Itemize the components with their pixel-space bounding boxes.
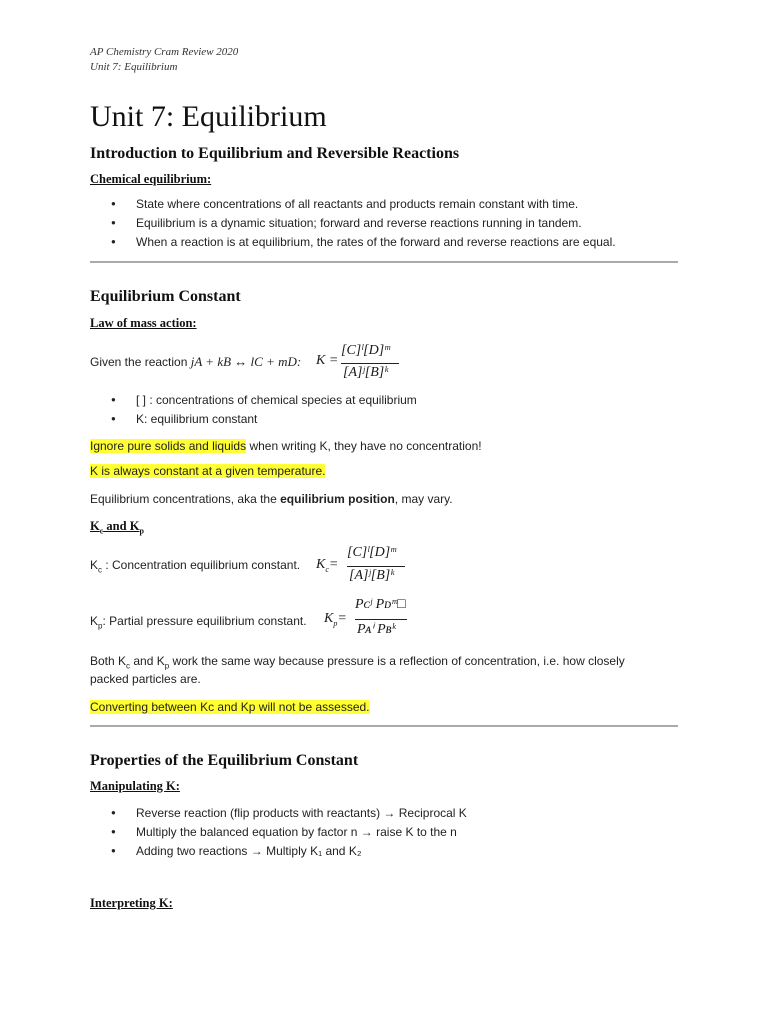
kc-equals: = (328, 557, 339, 572)
fraction-bar (341, 363, 399, 364)
given-reaction-line (90, 354, 301, 370)
bullet-item (113, 197, 579, 211)
both-b: and K (130, 654, 165, 668)
both-sub-c: c (126, 661, 131, 671)
highlight-ignore: Ignore pure solids and liquids (90, 439, 247, 453)
kc-label-sub: c (98, 565, 103, 575)
horizontal-divider (90, 261, 678, 263)
kp-lhs-sub: p (333, 618, 338, 628)
both-kc-kp-line2: packed particles are. (90, 672, 201, 686)
bullet-item (113, 806, 467, 820)
kckp-k1: K (90, 519, 100, 533)
kckp-and: and K (103, 519, 140, 533)
kckp-sub-c: c (99, 526, 104, 536)
kp-definition-line (90, 614, 307, 630)
kc-denominator: [A]ʲ[B]ᵏ (349, 568, 395, 583)
equilibrium-position-line (90, 492, 453, 506)
kc-label-k: K (90, 558, 99, 572)
subheading-law-of-mass-action: Law of mass action: (90, 316, 197, 330)
fraction-bar (355, 619, 407, 620)
kp-denominator: Pᴀⁱ Pʙᵏ (357, 622, 396, 637)
subheading-kc-kp (90, 519, 144, 536)
section-heading-equilibrium-constant: Equilibrium Constant (90, 288, 241, 305)
kp-numerator: Pᴄʲ Pᴅᵐ□ (355, 597, 406, 612)
running-header-unit: Unit 7: Equilibrium (90, 61, 178, 73)
constant-temperature-line (90, 464, 325, 478)
kc-lhs (316, 557, 338, 574)
fraction-bar (347, 566, 405, 567)
kc-lhs-sub: c (325, 564, 329, 574)
kc-definition-line (90, 558, 300, 574)
kp-label-text: : Partial pressure equilibrium constant. (102, 614, 307, 628)
kp-equals: = (337, 611, 347, 626)
highlight-converting: Converting between Kc and Kp will not be assessed. (90, 700, 370, 714)
kp-lhs (324, 611, 347, 628)
horizontal-divider (90, 725, 678, 727)
page-title: Unit 7: Equilibrium (90, 100, 327, 133)
section-heading-properties: Properties of the Equilibrium Constant (90, 752, 359, 769)
pos-prefix: Equilibrium concentrations, aka the (90, 492, 281, 506)
kp-label-k: K (90, 614, 99, 628)
kc-expression (316, 545, 411, 587)
bullet-item (113, 825, 457, 839)
kc-label-text: : Concentration equilibrium constant. (102, 558, 301, 572)
kp-label-sub: p (98, 621, 103, 631)
section-heading-intro: Introduction to Equilibrium and Reversible Reactions (90, 145, 460, 162)
given-prefix: Given the reaction (90, 355, 191, 369)
bullet-text: Equilibrium is a dynamic situation; forward and reverse reactions running in tandem. (136, 216, 582, 230)
ignore-solids-line (90, 439, 482, 453)
both-sub-p: p (164, 661, 170, 671)
both-a: Both K (90, 654, 127, 668)
highlight-constant: K is always constant at a given temperature. (90, 464, 326, 478)
kc-numerator: [C]ˡ[D]ᵐ (347, 545, 396, 560)
bullet-text: [ ] : concentrations of chemical species at equilibrium (136, 393, 417, 407)
kckp-sub-p: p (139, 526, 144, 536)
bullet-text: When a reaction is at equilibrium, the rates of the forward and reverse reactions are equal. (136, 235, 616, 249)
bullet-item (113, 216, 582, 230)
reaction-equation: jA + kB ↔ lC + mD: (190, 354, 302, 369)
subheading-manipulating-k: Manipulating K: (90, 779, 180, 793)
kp-expression (324, 597, 414, 641)
kp-lhs-k: K (324, 611, 334, 626)
subheading-interpreting-k: Interpreting K: (90, 896, 173, 910)
bullet-item (113, 393, 417, 407)
kc-lhs-k: K (316, 557, 326, 572)
k-numerator: [C]ˡ[D]ᵐ (341, 343, 390, 358)
both-kc-kp-line1 (90, 654, 625, 670)
bullet-item (113, 844, 362, 858)
subheading-chemical-equilibrium: Chemical equilibrium: (90, 172, 212, 186)
bullet-text: State where concentrations of all reactants and products remain constant with time. (136, 197, 579, 211)
bullet-text: Adding two reactions → Multiply K₁ and K₂ (136, 844, 362, 858)
converting-note-line (90, 700, 370, 714)
ignore-rest: when writing K, they have no concentration! (246, 439, 482, 453)
both-c: work the same way because pressure is a reflection of concentration, i.e. how closely (169, 654, 625, 668)
running-header-course: AP Chemistry Cram Review 2020 (90, 46, 239, 58)
k-lhs: K = (316, 353, 339, 368)
bullet-text: Reverse reaction (flip products with reactants) → Reciprocal K (136, 806, 467, 820)
pos-suffix: , may vary. (394, 492, 453, 506)
k-denominator: [A]ʲ[B]ᵏ (343, 365, 389, 380)
pos-bold: equilibrium position (280, 492, 395, 506)
bullet-text: K: equilibrium constant (136, 412, 258, 426)
k-expression (316, 343, 406, 383)
bullet-text: Multiply the balanced equation by factor n → raise K to the n (136, 825, 457, 839)
bullet-item (113, 235, 616, 249)
bullet-item (113, 412, 258, 426)
